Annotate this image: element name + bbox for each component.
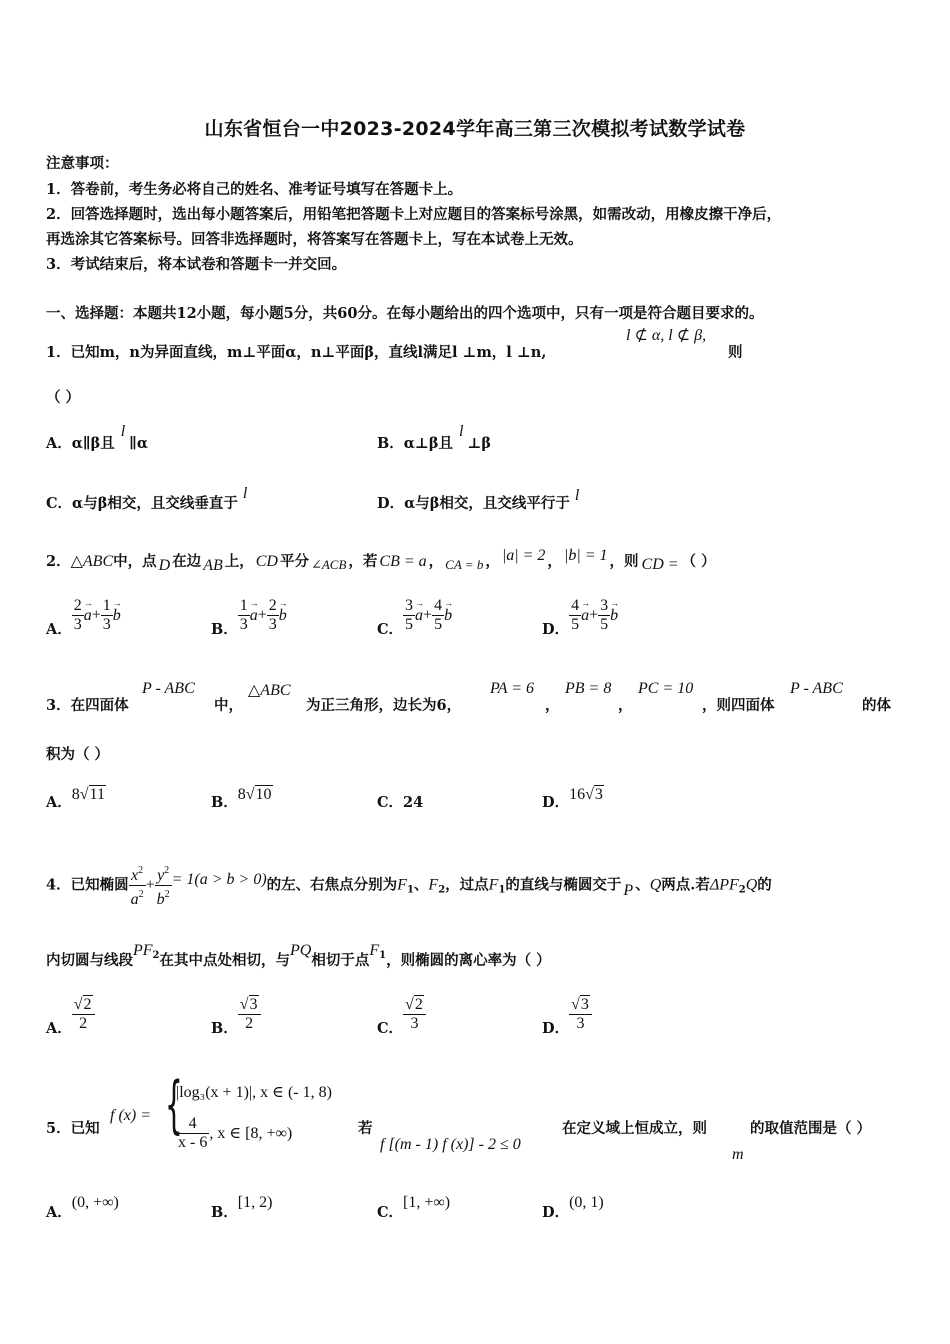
q3-option-d: D．16√3: [542, 786, 603, 811]
q3-pa: PA = 6: [490, 680, 534, 697]
q3-triangle: △ABC: [248, 682, 291, 699]
q1-option-b: B．α⊥β且l⊥β: [377, 423, 491, 452]
q1-answer-paren: （ ）: [46, 389, 81, 406]
q1-stem: 1．已知m，n为异面直线，m⊥平面α，n⊥平面β，直线l满足l ⊥m，l ⊥n,: [46, 344, 547, 361]
q4-option-a: A． $\frac{√2}{2}$: [46, 996, 95, 1033]
q5-fx: f (x) =: [110, 1107, 151, 1124]
piecewise-brace: {: [165, 1068, 183, 1141]
q3-pabc: P - ABC: [142, 680, 195, 697]
q5-case-2: $\frac{4}{x - 6}$ , x ∈ [8, +∞): [178, 1115, 293, 1151]
q5-m: m: [732, 1146, 744, 1163]
q3-option-b: B．8√10: [211, 786, 272, 811]
section-heading: 一、选择题：本题共12小题，每小题5分，共60分。在每小题给出的四个选项中，只有一项是符合题目要求的。: [46, 305, 764, 322]
q2-option-b: B． $\frac{1}{3}$ → a+ $\frac{2}{3}$ → b: [211, 597, 287, 634]
q3-text-3: ，则四面体: [702, 697, 775, 714]
notice-item-1: 1．答卷前，考生务必将自己的姓名、准考证号填写在答题卡上。: [46, 181, 463, 198]
q1-stem-end: 则: [728, 344, 743, 361]
q3-line-2: 积为（ ）: [46, 746, 110, 763]
q3-text-4: 的体: [862, 697, 891, 714]
q1-option-c: C．α与β相交，且交线垂直于l: [46, 485, 248, 512]
q5-option-b: B．[1, 2): [211, 1194, 273, 1221]
q2-stem: 2．△ABC中，点 D 在边 AB 上， CD 平分 ∠ACB ，若 CB = a ， CA = b ， |a| = 2 ， |b| = 1 ，则 CD = （ ）: [46, 547, 716, 574]
q3-text-2: 为正三角形，边长为6，: [306, 697, 462, 714]
q3-pc: PC = 10: [638, 680, 694, 697]
q3-comma-2: ，: [618, 697, 633, 714]
q5-case-1: |log₃(x + 1)|, x ∈ (- 1, 8): [176, 1084, 332, 1101]
q5-option-d: D．(0, 1): [542, 1194, 604, 1221]
q3-comma-1: ，: [545, 697, 560, 714]
q4-option-c: C． $\frac{√2}{3}$: [377, 996, 426, 1033]
q1-option-d: D．α与β相交，且交线平行于 l: [377, 487, 580, 512]
q3-stem-start: 3．在四面体: [46, 697, 129, 714]
q4-option-b: B． $\frac{√3}{2}$: [211, 996, 261, 1033]
notice-item-2: 2．回答选择题时，选出每小题答案后，用铅笔把答题卡上对应题目的答案标号涂黑，如需改动，用橡皮擦干净后，: [46, 206, 782, 223]
q5-option-c: C．[1, +∞): [377, 1194, 451, 1221]
q5-stem-start: 5．已知: [46, 1120, 100, 1137]
q1-condition: l ⊄ α, l ⊄ β,: [626, 327, 707, 344]
q3-pb: PB = 8: [565, 680, 612, 697]
q3-text-1: 中，: [214, 697, 243, 714]
q1-option-a: A．α∥β且l∥α: [46, 423, 149, 452]
q4-option-d: D． $\frac{√3}{3}$: [542, 996, 592, 1033]
q4-line-2: 内切圆与线段$PF^2$在其中点处相切，与PQ相切于点$F^1$，则椭圆的离心率为（ ）: [46, 942, 551, 969]
q5-text-3: 的取值范围是（ ）: [750, 1120, 872, 1137]
q5-text-2: 在定义域上恒成立，则: [562, 1120, 707, 1137]
q2-option-c: C． $\frac{3}{5}$ → a+ $\frac{4}{5}$ → b: [377, 597, 452, 634]
notice-item-2-cont: 再选涂其它答案标号。回答非选择题时，将答案写在答题卡上，写在本试卷上无效。: [46, 231, 583, 248]
notice-heading: 注意事项：: [46, 155, 119, 172]
q2-option-a: A． $\frac{2}{3}$ → a+ $\frac{1}{3}$ → b: [46, 597, 121, 634]
q5-text-1: 若: [358, 1120, 373, 1137]
q5-inequality: f [(m - 1) f (x)] - 2 ≤ 0: [380, 1136, 521, 1153]
q4-stem: 4．已知椭圆 $\frac{x^2}{a^2}$ + $\frac{y^2}{b^2}$ = 1(a > b > 0)的左、右焦点分别为$F_1$、$F_2$，过点$F_1$的直线与椭圆交于 P 、Q两点.若$\Delta PF_2Q$的: [46, 862, 772, 909]
q5-option-a: A．(0, +∞): [46, 1194, 119, 1221]
q3-pabc-2: P - ABC: [790, 680, 843, 697]
q3-option-c: C．24: [377, 794, 424, 811]
q2-option-d: D． $\frac{4}{5}$ → a+ $\frac{3}{5}$ → b: [542, 597, 618, 634]
notice-item-3: 3．考试结束后，将本试卷和答题卡一并交回。: [46, 256, 347, 273]
page-title: 山东省恒台一中2023-2024学年高三第三次模拟考试数学试卷: [204, 118, 746, 140]
q3-option-a: A．8√11: [46, 786, 105, 811]
